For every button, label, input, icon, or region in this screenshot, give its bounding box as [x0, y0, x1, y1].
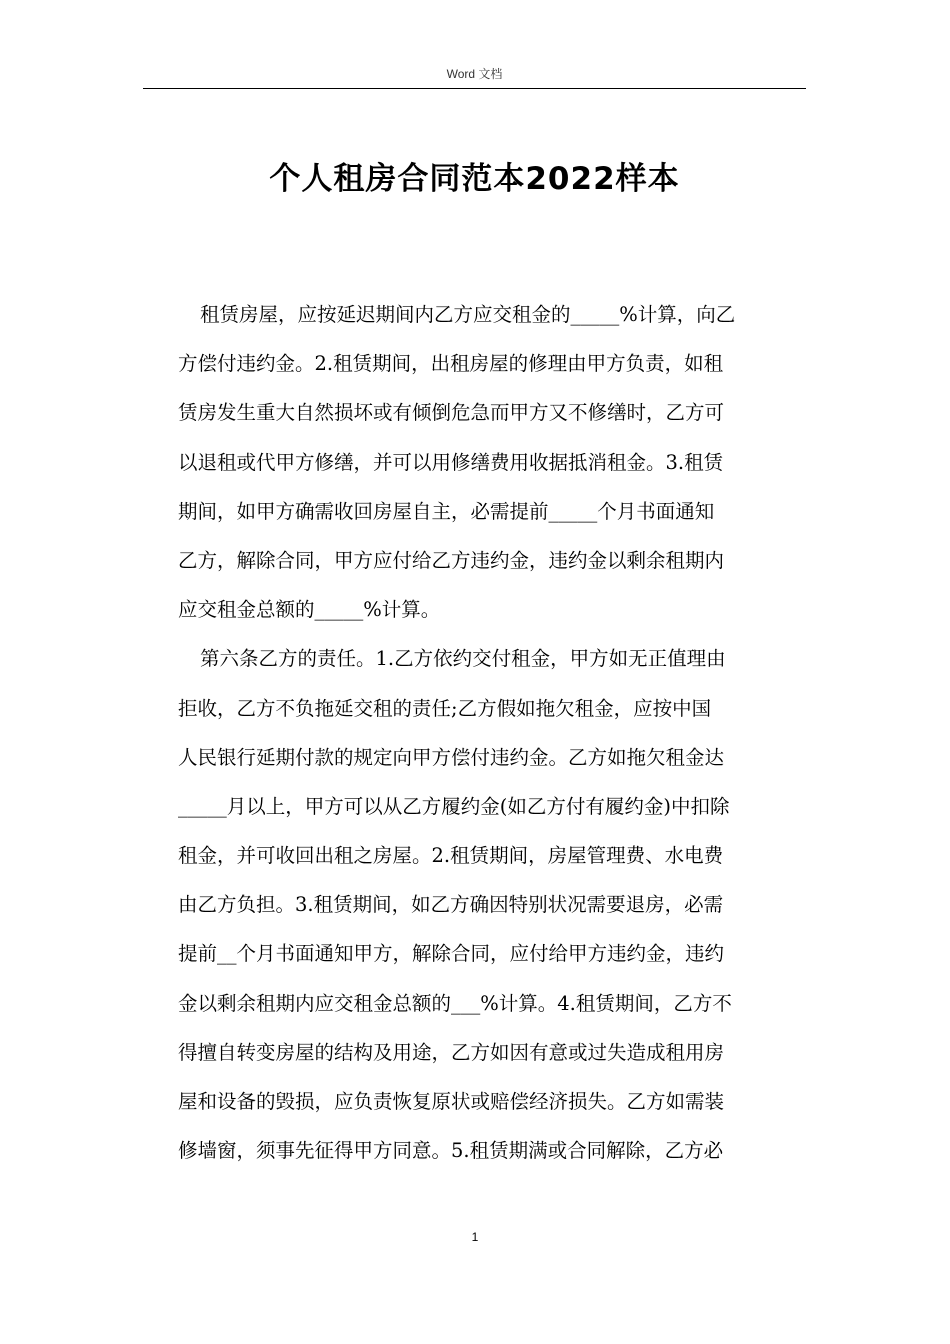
paragraph-2 — [178, 634, 804, 1175]
text-line: 拒收，乙方不负拖延交租的责任;乙方假如拖欠租金，应按中国 — [178, 696, 712, 720]
document-body — [178, 290, 804, 1175]
text-line: 方偿付违约金。2.租赁期间，出租房屋的修理由甲方负责，如租 — [178, 352, 724, 376]
document-title: 个人租房合同范本2022样本 — [269, 161, 680, 197]
text-line: 屋和设备的毁损，应负责恢复原状或赔偿经济损失。乙方如需装 — [178, 1090, 725, 1113]
text-line: 以退租或代甲方修缮，并可以用修缮费用收据抵消租金。3.租赁 — [178, 450, 724, 474]
header-label: Word 文档 — [446, 67, 503, 81]
text-line: 乙方，解除合同，甲方应付给乙方违约金，违约金以剩余租期内 — [178, 548, 725, 572]
text-line: 应交租金总额的_____%计算。 — [178, 598, 441, 622]
text-line: _____月以上，甲方可以从乙方履约金(如乙方付有履约金)中扣除 — [178, 794, 730, 818]
paragraph-1 — [178, 290, 804, 634]
text-line: 租金，并可收回出租之房屋。2.租赁期间，房屋管理费、水电费 — [178, 844, 724, 868]
text-line: 期间，如甲方确需收回房屋自主，必需提前_____个月书面通知 — [178, 499, 715, 523]
text-line: 得擅自转变房屋的结构及用途，乙方如因有意或过失造成租用房 — [178, 1040, 725, 1064]
text-line: 提前__个月书面通知甲方，解除合同，应付给甲方违约金，违约 — [178, 942, 725, 966]
text-line: 赁房发生重大自然损坏或有倾倒危急而甲方又不修缮时，乙方可 — [178, 401, 725, 425]
text-line: 金以剩余租期内应交租金总额的___%计算。4.租赁期间，乙方不 — [178, 991, 732, 1015]
text-line: 人民银行延期付款的规定向甲方偿付违约金。乙方如拖欠租金达 — [178, 745, 725, 769]
page-header — [143, 66, 806, 89]
text-line: 第六条乙方的责任。1.乙方依约交付租金，甲方如无正值理由 — [200, 647, 726, 671]
text-line: 租赁房屋，应按延迟期间内乙方应交租金的_____%计算，向乙 — [200, 303, 736, 326]
text-line: 修墙窗，须事先征得甲方同意。5.租赁期满或合同解除，乙方必 — [178, 1139, 724, 1163]
text-line: 由乙方负担。3.租赁期间，如乙方确因特别状况需要退房，必需 — [178, 893, 724, 917]
page-number: 1 — [471, 1230, 479, 1244]
